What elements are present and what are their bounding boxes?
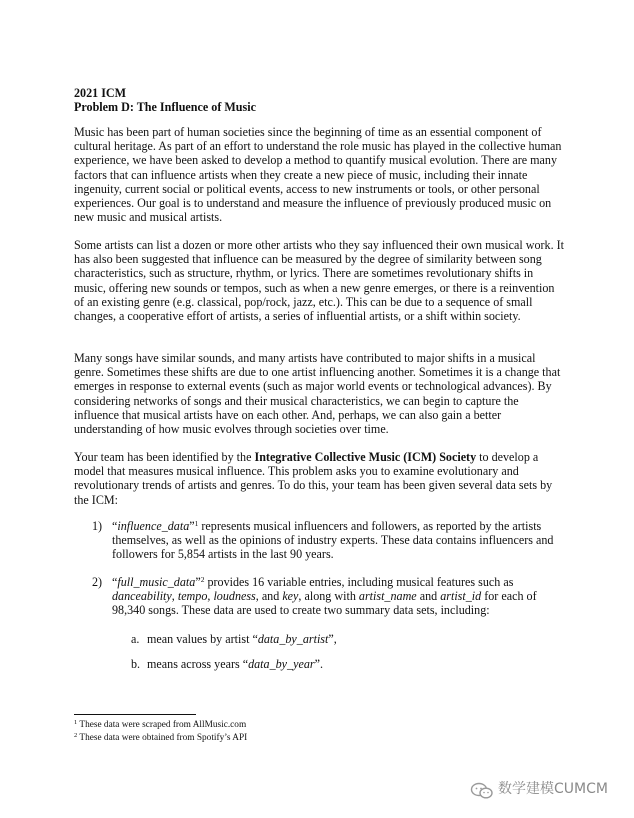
task-text-a: Your team has been identified by the <box>74 450 255 464</box>
footnote-ref-1: 1 <box>194 519 199 528</box>
wechat-logo-icon <box>470 782 494 800</box>
paragraph-influence: Some artists can list a dozen or more other artists who they say influenced their own musical work. It has also been suggested that influence can be measured by the degree of similarity between song characteristics, such as structure, rhythm, or lyrics. There are sometimes revolutionary shifts in music, offering new sounds or tempos, such as when a new genre emerges, or there is a reinvention of an existing genre (e.g. classical, pop/rock, jazz, etc.). This can be due to a sequence of small changes, a cooperative effort of artists, a series of influential artists, or a shift within society. <box>74 238 565 324</box>
separator: and <box>416 589 441 604</box>
list-number: 2) <box>92 575 103 589</box>
icm-society-name: Integrative Collective Music (ICM) Society <box>254 450 477 464</box>
problem-header <box>74 86 256 114</box>
quote-open: “ <box>112 519 118 533</box>
footnote-text: These data were obtained from Spotify’s API <box>77 733 248 743</box>
sublist-prefix: means across years “ <box>147 657 249 671</box>
dataset-name: full_music_data <box>117 575 196 589</box>
sublist-text <box>147 657 323 671</box>
dataset-name: data_by_year <box>248 657 315 671</box>
list-item-text <box>112 575 562 618</box>
paragraph-intro: Music has been part of human societies since the beginning of time as an essential component of cultural heritage. As part of an effort to understand the role music has played in the collective human experience, we have been asked to develop a method to quantify musical evolution. There are many factors that can influence artists when they create a new piece of music, including their innate ingenuity, current social or political events, access to new instruments or tools, or other personal experiences. Our goal is to understand and measure the influence of previously produced music on new music and musical artists. <box>74 125 562 225</box>
quote-close: ” <box>195 575 201 589</box>
footnote-mark: 1 <box>74 719 78 726</box>
footnote-ref-2: 2 <box>200 575 205 584</box>
watermark-text: 数学建模CUMCM <box>498 781 608 797</box>
footnote-divider <box>74 714 196 715</box>
dataset-description: for each of 98,340 songs. These data are used to create two summary data sets, including: <box>112 589 537 618</box>
list-number: 1) <box>92 519 103 533</box>
paragraph-networks: Many songs have similar sounds, and many artists have contributed to major shifts in a musical genre. Sometimes these shifts are due to one artist influencing another. Sometimes it is a change that emerges in response to external events (such as major world events or technological advances). By considering networks of songs and their musical characteristics, we can begin to capture the influence that musical artists have on each other. And, perhaps, we can also gain a better understanding of how music evolves through societies over time. <box>74 351 561 437</box>
paragraph-task <box>74 450 566 507</box>
footnote-mark: 2 <box>74 732 78 739</box>
quote-open: “ <box>112 575 118 589</box>
contest-title: 2021 ICM <box>74 86 127 100</box>
footnote-2 <box>74 733 247 744</box>
separator: , along with <box>298 589 359 604</box>
variable-name: tempo <box>177 589 208 604</box>
sublist-letter: a. <box>131 632 140 646</box>
separator: , <box>207 589 214 604</box>
sublist-prefix: mean values by artist “ <box>147 632 258 646</box>
variable-name: artist_id <box>440 589 482 604</box>
separator: , and <box>255 589 283 604</box>
sublist-suffix: ”, <box>328 632 337 646</box>
variable-name: key <box>282 589 299 604</box>
dataset-name: data_by_artist <box>257 632 329 646</box>
footnote-1 <box>74 720 246 731</box>
task-text-b: to develop a model that measures musical influence. This problem asks you to examine evolutionary and revolutionary trends of artists and genres. To do this, your team has been given several data sets by the ICM: <box>74 450 553 507</box>
quote-close: ” <box>189 519 195 533</box>
footnote-text: These data were scraped from AllMusic.com <box>77 720 247 730</box>
variable-name: artist_name <box>358 589 417 604</box>
sublist-letter: b. <box>131 657 141 671</box>
sublist-text <box>147 632 337 646</box>
variable-name: loudness <box>213 589 256 604</box>
separator: , <box>171 589 178 604</box>
watermark <box>470 780 620 802</box>
variable-name: danceability <box>112 589 172 604</box>
dataset-description: represents musical influencers and followers, as reported by the artists themselves, as well as the opinions of industry experts. These data contains influencers and followers for 5,854 artists in the last 90 years. <box>112 519 554 562</box>
sublist-suffix: ”. <box>314 657 323 671</box>
dataset-name: influence_data <box>117 519 190 533</box>
problem-title: Problem D: The Influence of Music <box>74 100 256 114</box>
list-item-text <box>112 519 562 562</box>
dataset-description: provides 16 variable entries, including musical features such as <box>204 575 514 589</box>
